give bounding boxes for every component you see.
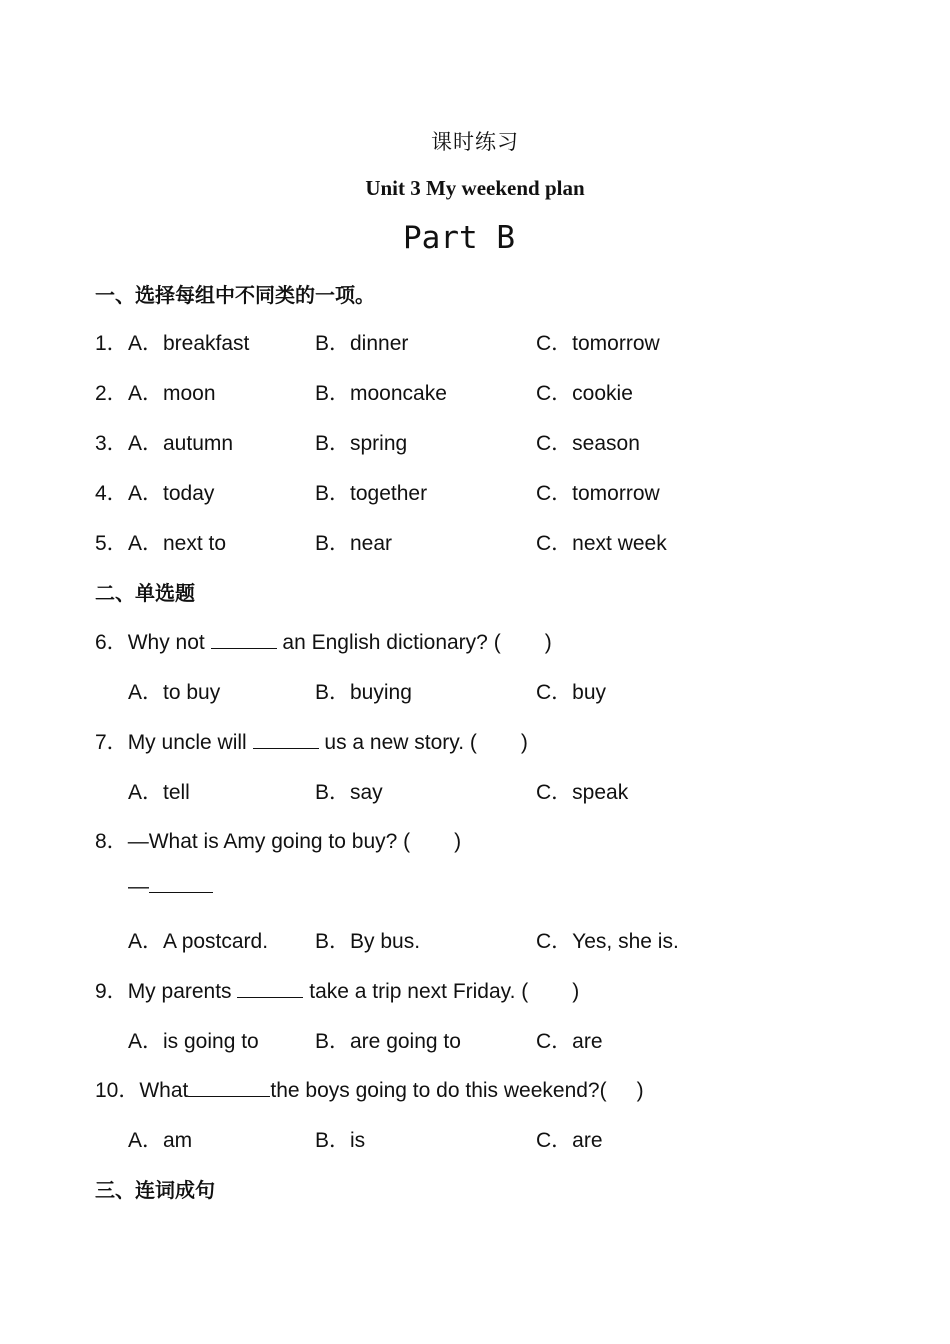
question-number: 4． (95, 482, 128, 505)
option-a: A．today (128, 482, 215, 505)
option-a: A．next to (128, 532, 227, 555)
option-b: B．together (315, 482, 428, 505)
question-number: 8． (95, 830, 128, 853)
option-c: C．tomorrow (536, 332, 660, 355)
option-a: A．tell (128, 781, 190, 804)
question-6-stem (95, 626, 552, 656)
question-text-post: an English dictionary? ( (276, 631, 501, 654)
paren-close: ) (636, 1079, 644, 1102)
question-text-post: take a trip next Friday. ( (303, 980, 529, 1003)
answer-blank[interactable] (211, 630, 277, 649)
question-number: 2． (95, 382, 128, 405)
option-a: A．autumn (128, 432, 234, 455)
option-c: C．speak (536, 781, 629, 804)
option-c: C．buy (536, 681, 607, 704)
option-c: C．next week (536, 532, 667, 555)
option-c: C．are (536, 1129, 603, 1152)
option-b: B．say (315, 781, 383, 804)
question-10-stem (95, 1074, 644, 1104)
question-number: 9． (95, 980, 128, 1003)
option-b: B．dinner (315, 332, 409, 355)
paren-close: ) (544, 631, 552, 654)
answer-dash: — (128, 875, 149, 898)
option-b: B．mooncake (315, 382, 447, 405)
option-c: C．season (536, 432, 640, 455)
question-8-stem (95, 825, 461, 855)
option-a: A．moon (128, 382, 216, 405)
option-b: B．is (315, 1129, 366, 1152)
question-text-pre: My parents (127, 980, 238, 1003)
option-a: A．to buy (128, 681, 221, 704)
option-b: B．By bus. (315, 930, 421, 953)
option-b: B．spring (315, 432, 408, 455)
question-text-pre: My uncle will (127, 731, 253, 754)
question-number: 3． (95, 432, 128, 455)
section-heading-sentence-building: 三、连词成句 (95, 1178, 215, 1202)
option-b: B．buying (315, 681, 412, 704)
question-text: —What is Amy going to buy? ( (127, 830, 411, 853)
paren-close: ) (572, 980, 580, 1003)
option-b: B．are going to (315, 1030, 461, 1053)
question-number: 10． (95, 1079, 140, 1102)
section-heading-single-choice: 二、单选题 (95, 581, 195, 605)
question-9-stem (95, 975, 579, 1005)
option-c: C．tomorrow (536, 482, 660, 505)
option-a: A．is going to (128, 1030, 259, 1053)
answer-blank[interactable] (149, 874, 213, 893)
answer-blank[interactable] (253, 730, 319, 749)
option-b: B．near (315, 532, 393, 555)
question-number: 5． (95, 532, 128, 555)
worksheet-title: 课时练习 (431, 130, 519, 154)
answer-blank[interactable] (188, 1078, 270, 1097)
question-7-stem (95, 726, 528, 756)
question-text-pre: Why not (127, 631, 211, 654)
option-a: A．breakfast (128, 332, 250, 355)
paren-close: ) (454, 830, 462, 853)
option-a: A．am (128, 1129, 193, 1152)
section-heading-odd-one-out: 一、选择每组中不同类的一项。 (95, 283, 375, 307)
option-c: C．Yes, she is. (536, 930, 679, 953)
question-8-answer-line (128, 874, 213, 899)
option-c: C．are (536, 1030, 603, 1053)
question-number: 7． (95, 731, 128, 754)
part-title: Part B (403, 220, 515, 256)
answer-blank[interactable] (237, 979, 303, 998)
question-number: 1． (95, 332, 128, 355)
question-text-pre: What (139, 1079, 189, 1102)
question-text-post: the boys going to do this weekend?( (270, 1079, 607, 1102)
option-a: A．A postcard. (128, 930, 269, 953)
paren-close: ) (520, 731, 528, 754)
option-c: C．cookie (536, 382, 633, 405)
question-number: 6． (95, 631, 128, 654)
question-text-post: us a new story. ( (318, 731, 477, 754)
unit-title: Unit 3 My weekend plan (365, 176, 585, 200)
